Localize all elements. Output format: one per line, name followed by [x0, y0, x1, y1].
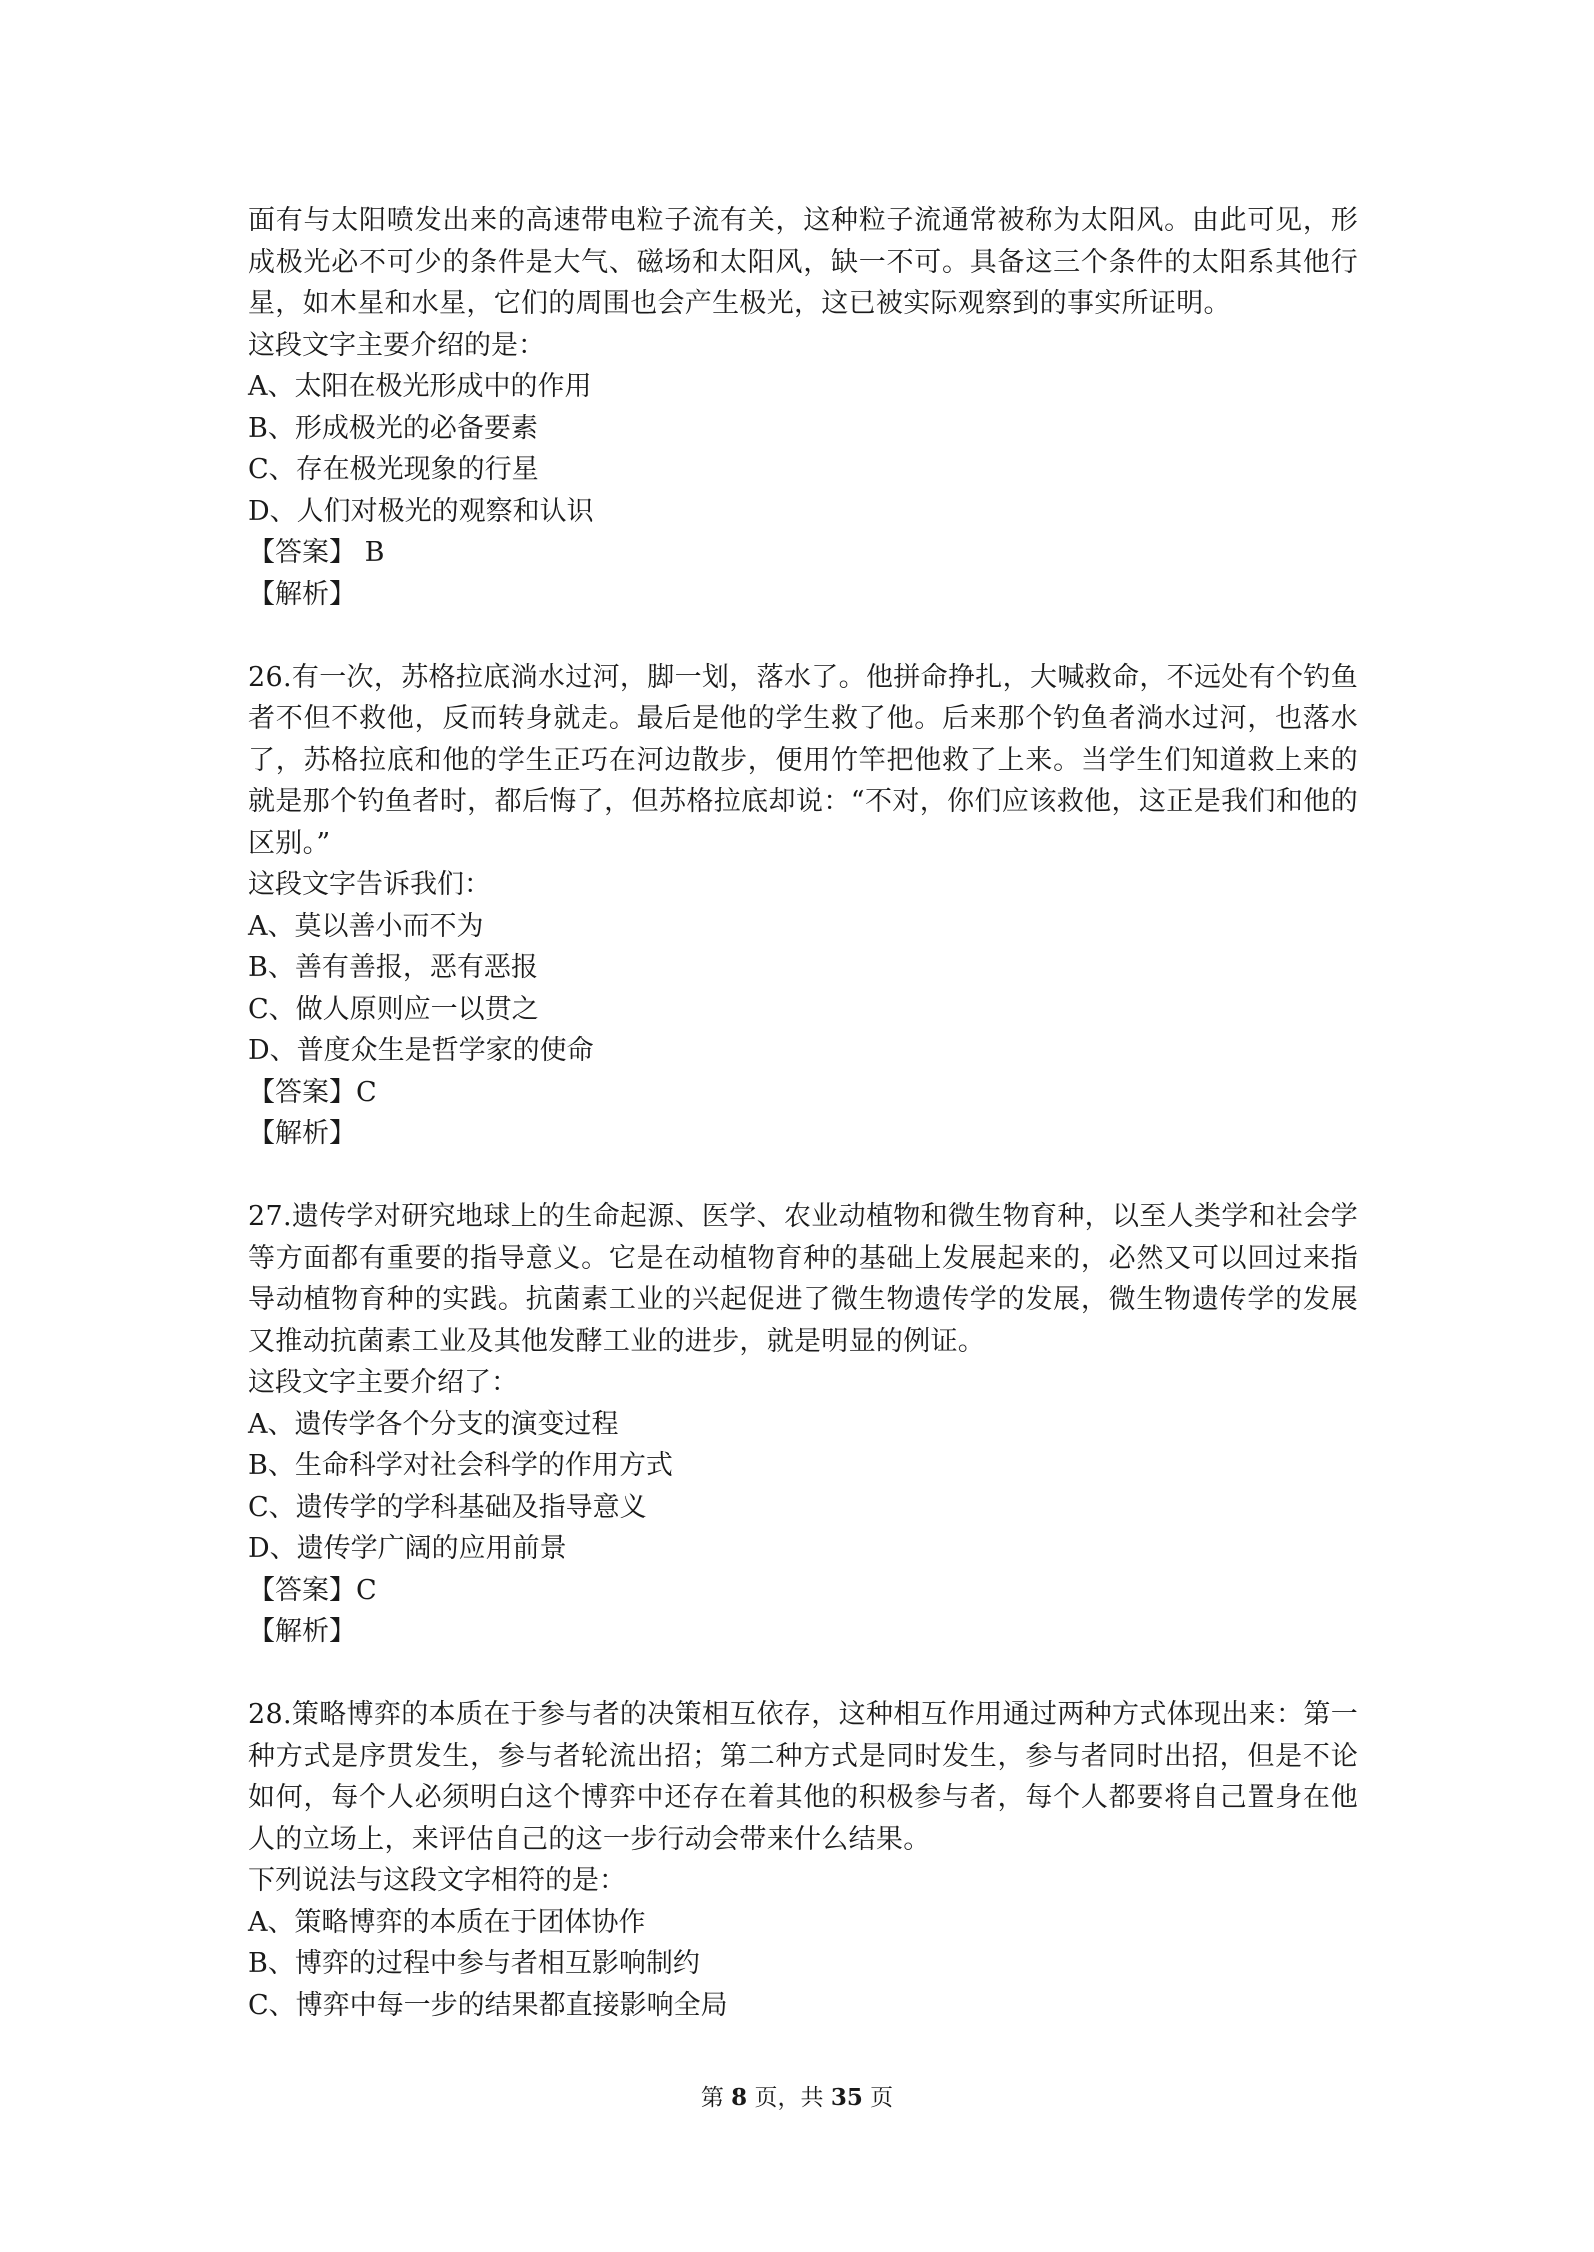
footer-middle: 页，共 [747, 2085, 831, 2111]
footer-suffix: 页 [862, 2085, 894, 2111]
question-block-27 [248, 1196, 1358, 1653]
option-c: C、存在极光现象的行星 [248, 454, 539, 485]
question-prompt: 这段文字主要介绍了： [248, 1367, 518, 1398]
answer-label: 【答案】C [248, 1574, 377, 1606]
question-prompt: 这段文字告诉我们： [248, 869, 491, 900]
answer-label: 【答案】C [248, 1076, 377, 1108]
analysis-label: 【解析】 [248, 578, 356, 610]
question-passage: 28.策略博弈的本质在于参与者的决策相互依存，这种相互作用通过两种方式体现出来：第一种方式是序贯发生，参与者轮流出招；第二种方式是同时发生，参与者同时出招，但是不论如何，每个人必须明白这个博弈中还存在着其他的积极参与者，每个人都要将自己置身在他人的立场上，来评估自己的这一步行动会带来什么结果。 [248, 1699, 1358, 1855]
footer-prefix: 第 [700, 2085, 732, 2111]
option-b: B、生命科学对社会科学的作用方式 [248, 1450, 673, 1481]
option-d: D、普度众生是哲学家的使命 [248, 1035, 594, 1066]
spacer [248, 1155, 1358, 1197]
question-prompt: 下列说法与这段文字相符的是： [248, 1865, 626, 1896]
question-prompt: 这段文字主要介绍的是： [248, 329, 545, 361]
option-a: A、莫以善小而不为 [248, 910, 484, 942]
question-block-25 [248, 200, 1358, 615]
question-passage: 面有与太阳喷发出来的高速带电粒子流有关，这种粒子流通常被称为太阳风。由此可见，形成极光必不可少的条件是大气、磁场和太阳风，缺一不可。具备这三个条件的太阳系其他行星，如木星和水星，它们的周围也会产生极光，这已被实际观察到的事实所证明。 [248, 205, 1358, 319]
spacer [248, 1653, 1358, 1695]
option-d: D、遗传学广阔的应用前景 [248, 1533, 567, 1564]
option-c: C、博弈中每一步的结果都直接影响全局 [248, 1989, 728, 2021]
total-page-number: 35 [830, 2084, 863, 2111]
answer-label: 【答案】 B [248, 537, 385, 568]
option-a: A、遗传学各个分支的演变过程 [248, 1408, 619, 1440]
question-block-28 [248, 1694, 1358, 2026]
option-b: B、善有善报，恶有恶报 [248, 952, 538, 983]
document-page [248, 200, 1358, 2026]
page-footer [0, 2083, 1594, 2113]
question-passage: 26.有一次，苏格拉底淌水过河，脚一划，落水了。他拼命挣扎，大喊救命，不远处有个钓鱼者不但不救他，反而转身就走。最后是他的学生救了他。后来那个钓鱼者淌水过河，也落水了，苏格拉底和他的学生正巧在河边散步，便用竹竿把他救了上来。当学生们知道救上来的就是那个钓鱼者时，都后悔了，但苏格拉底却说：“不对，你们应该救他，这正是我们和他的区别。” [248, 661, 1358, 859]
analysis-label: 【解析】 [248, 1118, 356, 1149]
spacer [248, 615, 1358, 657]
option-b: B、博弈的过程中参与者相互影响制约 [248, 1948, 700, 1979]
current-page-number: 8 [731, 2084, 748, 2111]
analysis-label: 【解析】 [248, 1616, 356, 1647]
option-c: C、遗传学的学科基础及指导意义 [248, 1491, 647, 1523]
option-d: D、人们对极光的观察和认识 [248, 495, 594, 527]
option-a: A、策略博弈的本质在于团体协作 [248, 1906, 646, 1938]
question-block-26 [248, 657, 1358, 1155]
option-a: A、太阳在极光形成中的作用 [248, 371, 592, 402]
question-passage: 27.遗传学对研究地球上的生命起源、医学、农业动植物和微生物育种，以至人类学和社会学等方面都有重要的指导意义。它是在动植物育种的基础上发展起来的，必然又可以回过来指导动植物育种的实践。抗菌素工业的兴起促进了微生物遗传学的发展，微生物遗传学的发展又推动抗菌素工业及其他发酵工业的进步，就是明显的例证。 [248, 1201, 1358, 1357]
option-c: C、做人原则应一以贯之 [248, 993, 539, 1025]
option-b: B、形成极光的必备要素 [248, 412, 538, 444]
